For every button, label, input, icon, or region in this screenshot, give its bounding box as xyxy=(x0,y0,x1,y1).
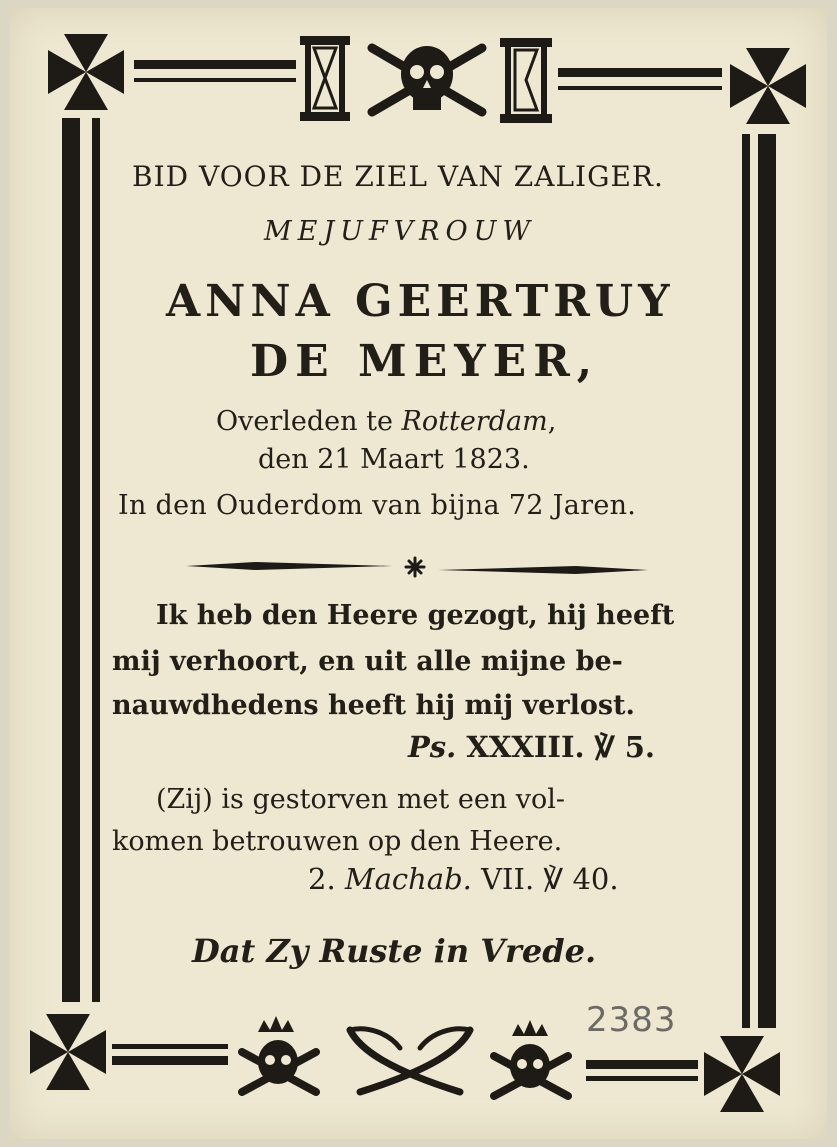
death-date: den 21 Maart 1823. xyxy=(258,444,530,475)
quote2-ref-num: 2. xyxy=(308,862,336,896)
quote2-line2: komen betrouwen op den Heere. xyxy=(112,826,563,857)
death-place-prefix: Overleden te xyxy=(216,406,393,437)
quote1-line3: nauwdhedens heeft hij mij verlost. xyxy=(112,690,635,721)
quote1-line1: Ik heb den Heere gezogt, hij heeft xyxy=(156,600,675,631)
death-place: Rotterdam xyxy=(401,406,548,437)
honorific-title: MEJUFVROUW xyxy=(264,216,537,247)
deceased-name-surname: DE MEYER, xyxy=(250,336,600,387)
deceased-name-first: ANNA GEERTRUY xyxy=(166,276,675,327)
quote2-line1: (Zij) is gestorven met een vol- xyxy=(156,784,566,815)
death-place-line xyxy=(216,406,556,437)
age-line: In den Ouderdom van bijna 72 Jaren. xyxy=(118,490,637,521)
quote2-verse: 40. xyxy=(572,862,619,896)
quote1-verse: 5. xyxy=(624,730,655,764)
quote2-book: Machab. xyxy=(344,862,472,896)
verse-mark-icon: ℣ xyxy=(543,862,564,896)
closing-blessing: Dat Zy Ruste in Vrede. xyxy=(192,932,597,970)
quote1-reference xyxy=(408,730,655,764)
inventory-number: 2383 xyxy=(586,1000,677,1040)
prayer-heading: BID VOOR DE ZIEL VAN ZALIGER. xyxy=(132,160,664,193)
quote2-reference xyxy=(308,862,619,896)
quote1-book: Ps. xyxy=(408,730,457,764)
quote1-chapter: XXXIII. xyxy=(466,730,585,764)
verse-mark-icon: ℣ xyxy=(594,730,615,764)
quote1-line2: mij verhoort, en uit alle mijne be- xyxy=(112,646,623,677)
death-place-suffix: , xyxy=(547,406,557,437)
quote2-chapter: VII. xyxy=(481,862,535,896)
